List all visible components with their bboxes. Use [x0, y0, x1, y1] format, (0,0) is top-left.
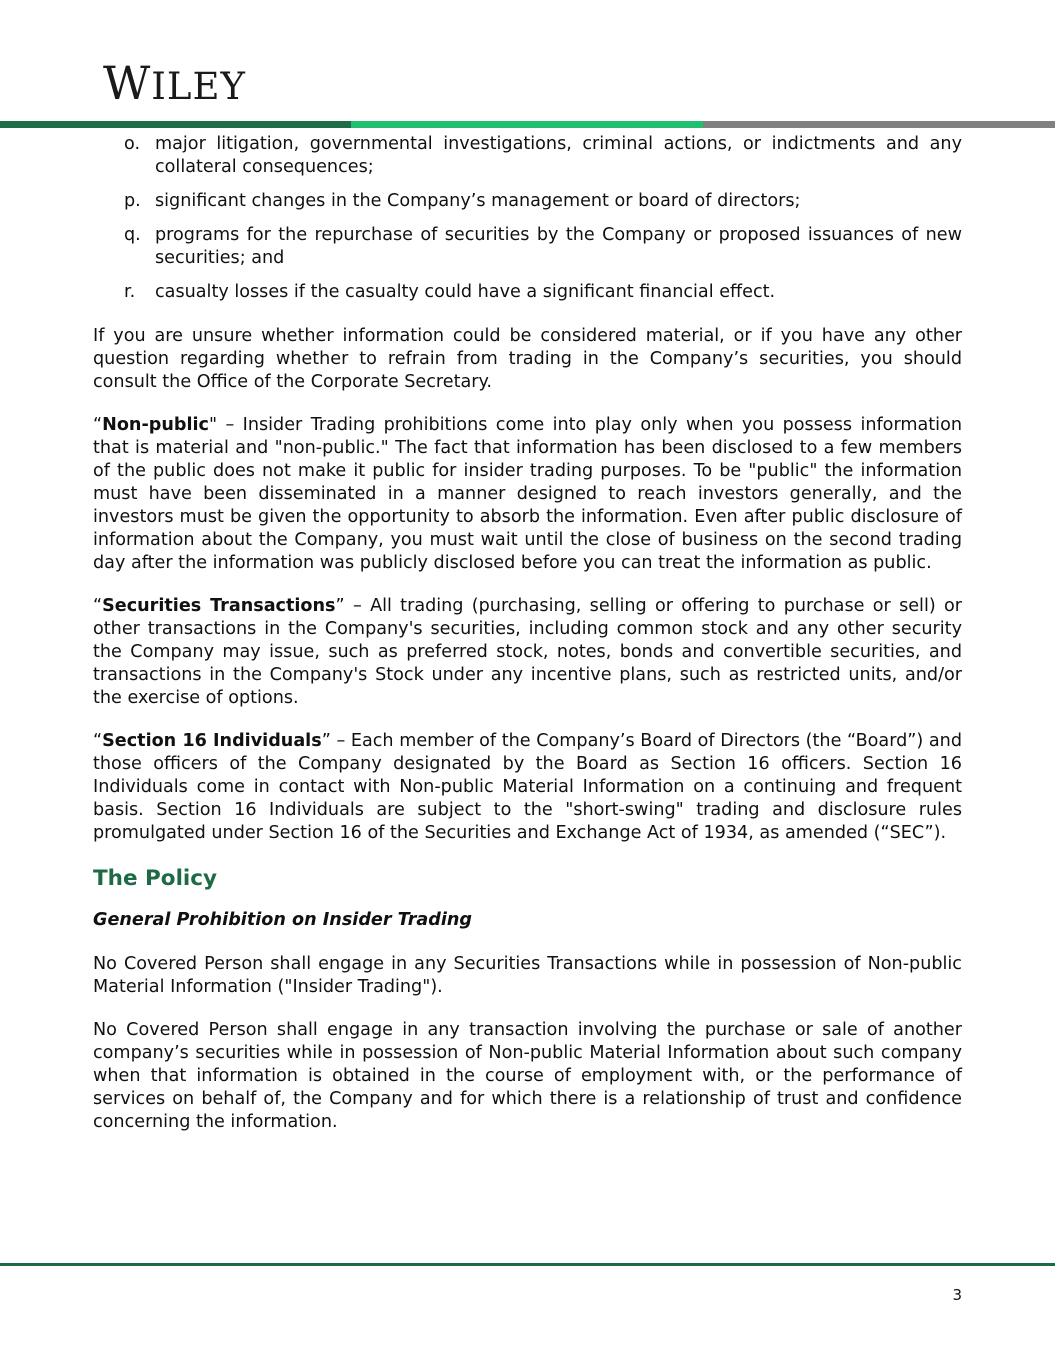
term-securities-transactions: Securities Transactions	[102, 596, 336, 616]
section-heading-the-policy: The Policy	[93, 866, 218, 891]
logo-letters-rest: ILEY	[151, 65, 246, 108]
close-quote: "	[208, 415, 218, 435]
list-marker: o.	[124, 134, 141, 154]
definition-section-16-individuals	[93, 730, 962, 845]
term-section-16-individuals: Section 16 Individuals	[102, 731, 322, 751]
list-item-text: casualty losses if the casualty could have a significant financial effect.	[155, 282, 776, 302]
close-quote: ”	[321, 731, 331, 751]
document-body	[93, 133, 962, 1154]
wiley-logo	[103, 56, 246, 110]
header-color-bar	[0, 121, 1055, 128]
open-quote: “	[93, 596, 103, 616]
definition-text: – Each member of the Company’s Board of Directors (the “Board”) and those officers of the Company designated by the Board as Section 16 officers. Section 16 Individuals come in contact with Non-public Material Information on a continuing and frequent basis. Section 16 Individuals are subject to the "short-swing" trading and disclosure rules promulgated under Section 16 of the Securities and Exchange Act of 1934, as amended (“SEC”).	[93, 731, 962, 843]
paragraph-policy-2: No Covered Person shall engage in any transaction involving the purchase or sale of another company’s securities while in possession of Non-public Material Information about such company when that information is obtained in the course of employment with, or the performance of services on behalf of, the Company and for which there is a relationship of trust and confidence concerning the information.	[93, 1020, 962, 1132]
list-item-text: major litigation, governmental investigations, criminal actions, or indictments and any collateral consequences;	[155, 134, 962, 177]
definition-securities-transactions	[93, 595, 962, 710]
open-quote: “	[93, 415, 103, 435]
list-item-text: programs for the repurchase of securities by the Company or proposed issuances of new securities; and	[155, 225, 962, 268]
paragraph-unsure-material: If you are unsure whether information could be considered material, or if you have any other question regarding whether to refrain from trading in the Company’s securities, you should consult the Office of the Corporate Secretary.	[93, 326, 962, 392]
definition-text: – Insider Trading prohibitions come into play only when you possess information that is material and "non-public." The fact that information has been disclosed to a few members of the public does not make it public for insider trading purposes. To be "public" the information must have been disseminated in a manner designed to reach investors generally, and the investors must be given the opportunity to absorb the information. Even after public disclosure of information about the Company, you must wait until the close of business on the second trading day after the information was publicly disclosed before you can treat the information as public.	[93, 415, 962, 573]
logo-letter-first: W	[103, 56, 152, 110]
close-quote: ”	[335, 596, 345, 616]
list-item-o	[93, 133, 962, 179]
paragraph-policy-1: No Covered Person shall engage in any Securities Transactions while in possession of Non-public Material Information ("Insider Trading").	[93, 954, 962, 997]
list-item-q	[93, 224, 962, 270]
definition-list	[93, 133, 962, 304]
term-non-public: Non-public	[102, 415, 209, 435]
open-quote: “	[93, 731, 103, 751]
list-item-text: significant changes in the Company’s management or board of directors;	[155, 191, 801, 211]
list-marker: q.	[124, 225, 141, 245]
list-item-r	[93, 281, 962, 304]
list-marker: p.	[124, 191, 141, 211]
list-item-p	[93, 190, 962, 213]
header-bar-gray	[703, 121, 1055, 128]
footer-rule	[0, 1263, 1055, 1266]
header-bar-bright-green	[351, 121, 703, 128]
page-number: 3	[952, 1286, 962, 1304]
definition-non-public	[93, 414, 962, 575]
header-bar-dark-green	[0, 121, 351, 128]
list-marker: r.	[124, 282, 136, 302]
subheading-general-prohibition: General Prohibition on Insider Trading	[93, 910, 473, 930]
definition-text: – All trading (purchasing, selling or offering to purchase or sell) or other transactions in the Company's securities, including common stock and any other security the Company may issue, such as preferred stock, notes, bonds and convertible securities, and transactions in the Company's Stock under any incentive plans, such as restricted units, and/or the exercise of options.	[93, 596, 963, 708]
